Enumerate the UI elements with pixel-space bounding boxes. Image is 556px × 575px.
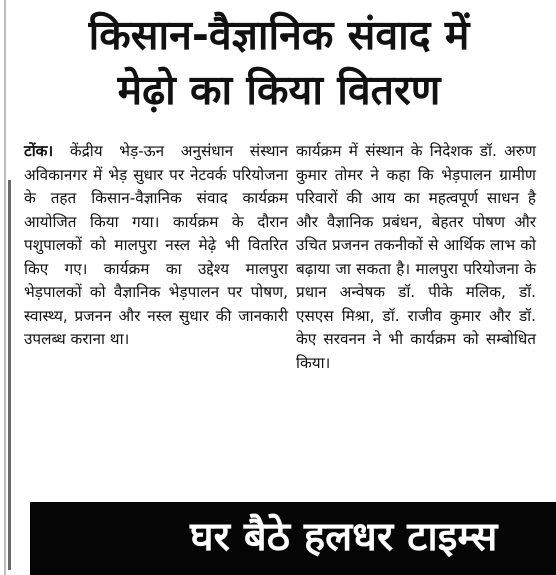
article-column-right <box>296 140 536 375</box>
promo-banner-text: घर बैठे हलधर टाइम्स <box>190 514 498 560</box>
article-text-left: केंद्रीय भेड़-ऊन अनुसंधान संस्थान अविकानगर में भेड़ सुधार पर नेटवर्क परियोजना के तहत किसान-वैज्ञानिक संवाद कार्यक्रम आयोजित किया गया। कार्यक्रम के दौरान पशुपालकों को मालपुरा नस्ल मेढ़े भी वितरित किए गए। कार्यक्रम का उद्देश्य मालपुरा भेड़पालकों को वैज्ञानिक भेड़पालन पर पोषण, स्वास्थ्य, प्रजनन और नस्ल सुधार की जानकारी उपलब्ध कराना था। <box>24 142 288 348</box>
headline-line-2: मेढ़ो का किया वितरण <box>117 66 441 114</box>
promo-banner <box>30 502 556 575</box>
article-text-right: कार्यक्रम में संस्थान के निदेशक डॉ. अरुण कुमार तोमर ने कहा कि भेड़पालन ग्रामीण परिवारों की आय का महत्वपूर्ण साधन है और वैज्ञानिक प्रबंधन, बेहतर पोषण और उचित प्रजनन तकनीकों से आर्थिक लाभ को बढ़ाया जा सकता है। मालपुरा परियोजना के प्रधान अन्वेषक डॉ. पीके मलिक, डॉ. एसएस मिश्रा, डॉ. राजीव कुमार और डॉ. केए सरवनन ने भी कार्यक्रम को सम्बोधित किया। <box>296 142 536 372</box>
column-rule <box>4 0 6 575</box>
headline <box>24 8 534 118</box>
dateline: टोंक। <box>24 142 54 160</box>
headline-line-1: किसान-वैज्ञानिक संवाद में <box>88 11 470 59</box>
article-paragraph-left <box>24 140 288 352</box>
column-rule-dark <box>8 180 11 570</box>
article-column-left <box>24 140 288 352</box>
